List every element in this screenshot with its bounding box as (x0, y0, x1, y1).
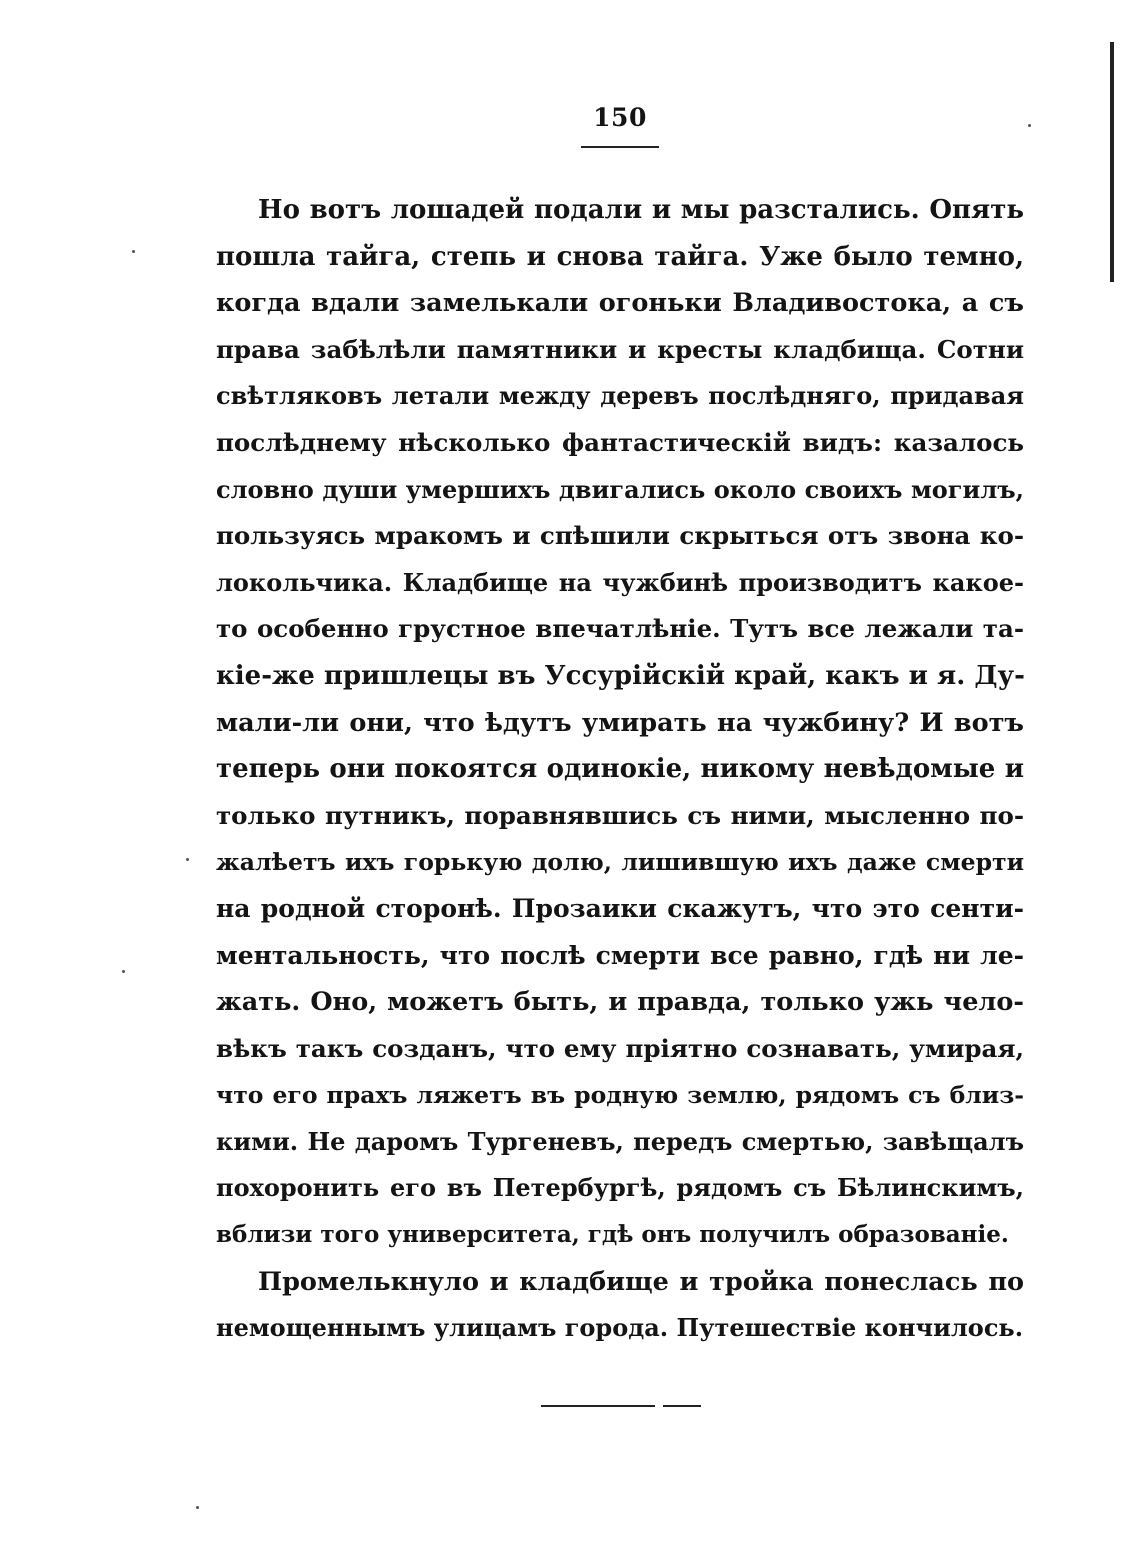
paragraph (216, 1259, 1024, 1352)
paper-speck (196, 1506, 199, 1509)
text-line: пользуясь мракомъ и спѣшили скрыться отъ звона ко- (216, 521, 1024, 551)
text-line: немощеннымъ улицамъ города. Путешествіе кончилось. (216, 1313, 1024, 1343)
text-line: права забѣлѣли памятники и кресты кладбища. Сотни (216, 334, 1024, 364)
text-line: кими. Не даромъ Тургеневъ, передъ смертью, завѣщалъ (216, 1126, 1024, 1156)
text-line: вблизи того университета, гдѣ онъ получилъ образованіе. (216, 1221, 1009, 1249)
text-line: Промелькнуло и кладбище и тройка понеслась по (258, 1266, 1024, 1297)
text-line: только путникъ, поравнявшись съ ними, мысленно по- (216, 800, 1024, 830)
paper-speck (186, 858, 189, 861)
text-line: Но вотъ лошадей подали и мы разстались. Опять (258, 195, 1024, 225)
text-line: мали-ли они, что ѣдутъ умирать на чужбину? И вотъ (216, 707, 1024, 738)
text-line: похоронить его въ Петербургѣ, рядомъ съ Бѣлинскимъ, (216, 1173, 1024, 1203)
end-rule (663, 1405, 701, 1407)
text-line: что его прахъ ляжетъ въ родную землю, рядомъ съ близ- (216, 1081, 1024, 1110)
scan-edge-mark (1110, 42, 1114, 282)
text-line: жалѣетъ ихъ горькую долю, лишившую ихъ даже смерти (216, 848, 1024, 877)
text-line: локольчика. Кладбище на чужбинѣ производитъ какое- (216, 567, 1024, 597)
body-text (216, 187, 1024, 1352)
text-line: вѣкъ такъ созданъ, что ему пріятно сознавать, умирая, (216, 1033, 1024, 1063)
text-line: кіе-же пришлецы въ Уссурійскій край, какъ и я. Ду- (216, 660, 1025, 691)
text-line: жать. Оно, можетъ быть, и правда, только ужь чело- (216, 987, 1024, 1018)
text-line: пошла тайга, степь и снова тайга. Уже было темно, (216, 241, 1024, 272)
text-line: когда вдали замелькали огоньки Владивостока, а съ (216, 288, 1024, 319)
text-line: ментальность, что послѣ смерти все равно, гдѣ ни ле- (216, 940, 1024, 970)
paper-speck (132, 250, 135, 253)
paper-speck (122, 970, 125, 973)
text-line: то особенно грустное впечатлѣніе. Тутъ все лежали та- (216, 614, 1024, 644)
text-line: на родной сторонѣ. Прозаики скажутъ, что это сенти- (216, 893, 1024, 923)
text-line: свѣтляковъ летали между деревъ послѣдняго, придавая (216, 381, 1024, 411)
page-number-rule (581, 146, 659, 148)
text-line: послѣднему нѣсколько фантастическій видъ: казалось (216, 427, 1024, 457)
paragraph (216, 187, 1024, 1259)
text-line: словно души умершихъ двигались около своихъ могилъ, (216, 474, 1024, 504)
end-rule (541, 1405, 655, 1407)
text-line: теперь они покоятся одинокіе, никому невѣдомые и (216, 754, 1024, 785)
page-number: 150 (593, 103, 647, 132)
